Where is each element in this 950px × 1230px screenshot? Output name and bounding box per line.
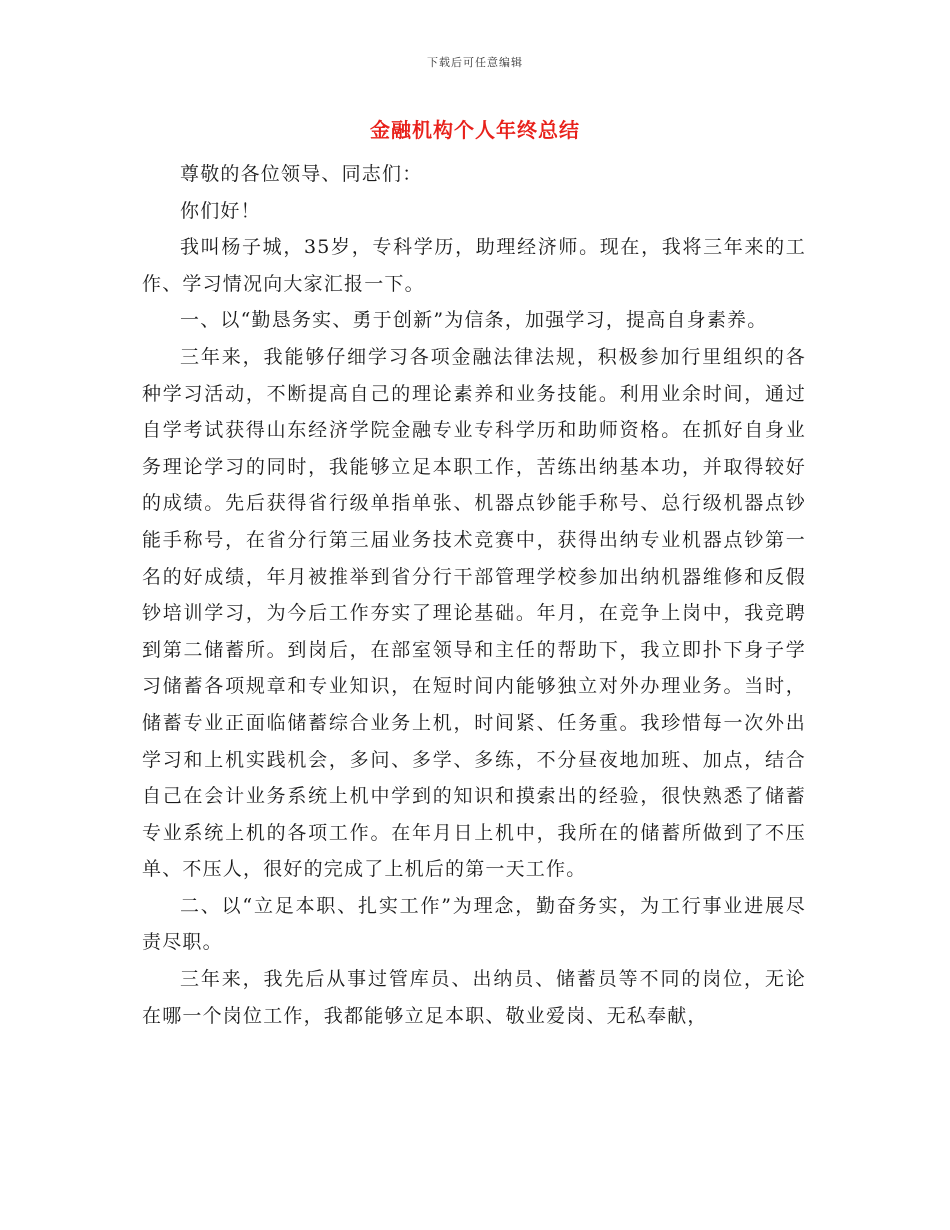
greeting-paragraph: 你们好！	[180, 199, 261, 222]
header-note: 下载后可任意编辑	[427, 56, 523, 69]
document-body	[142, 156, 806, 1034]
document-title: 金融机构个人年终总结	[370, 118, 580, 142]
section-one-paragraph: 三年来，我能够仔细学习各项金融法律法规，积极参加行里组织的各种学习活动，不断提高自己的理论素养和业务技能。利用业余时间，通过自学考试获得山东经济学院金融专业专科学历和助师资格。在抓好自身业务理论学习的同时，我能够立足本职工作，苦练出纳基本功，并取得较好的成绩。先后获得省行级单指单张、机器点钞能手称号、总行级机器点钞能手称号，在省分行第三届业务技术竞赛中，获得出纳专业机器点钞第一名的好成绩，年月被推举到省分行干部管理学校参加出纳机器维修和反假钞培训学习，为今后工作夯实了理论基础。年月，在竞争上岗中，我竞聘到第二储蓄所。到岗后，在部室领导和主任的帮助下，我立即扑下身子学习储蓄各项规章和专业知识，在短时间内能够独立对外办理业务。当时，储蓄专业正面临储蓄综合业务上机，时间紧、任务重。我珍惜每一次外出学习和上机实践机会，多问、多学、多练，不分昼夜地加班、加点，结合自己在会计业务系统上机中学到的知识和摸索出的经验，很快熟悉了储蓄专业系统上机的各项工作。在年月日上机中，我所在的储蓄所做到了不压单、不压人，很好的完成了上机后的第一天工作。	[142, 345, 806, 881]
section-heading-two: 二、以“立足本职、扎实工作”为理念，勤奋务实，为工行事业进展尽责尽职。	[142, 894, 806, 954]
introduction-paragraph: 我叫杨子城，35岁，专科学历，助理经济师。现在，我将三年来的工作、学习情况向大家汇报一下。	[142, 236, 806, 295]
section-two-paragraph: 三年来，我先后从事过管库员、出纳员、储蓄员等不同的岗位，无论在哪一个岗位工作，我都能够立足本职、敬业爱岗、无私奉献，	[142, 968, 806, 1027]
salutation-paragraph: 尊敬的各位领导、同志们：	[180, 163, 423, 185]
section-heading-one: 一、以“勤恳务实、勇于创新”为信条，加强学习，提高自身素养。	[180, 309, 768, 332]
